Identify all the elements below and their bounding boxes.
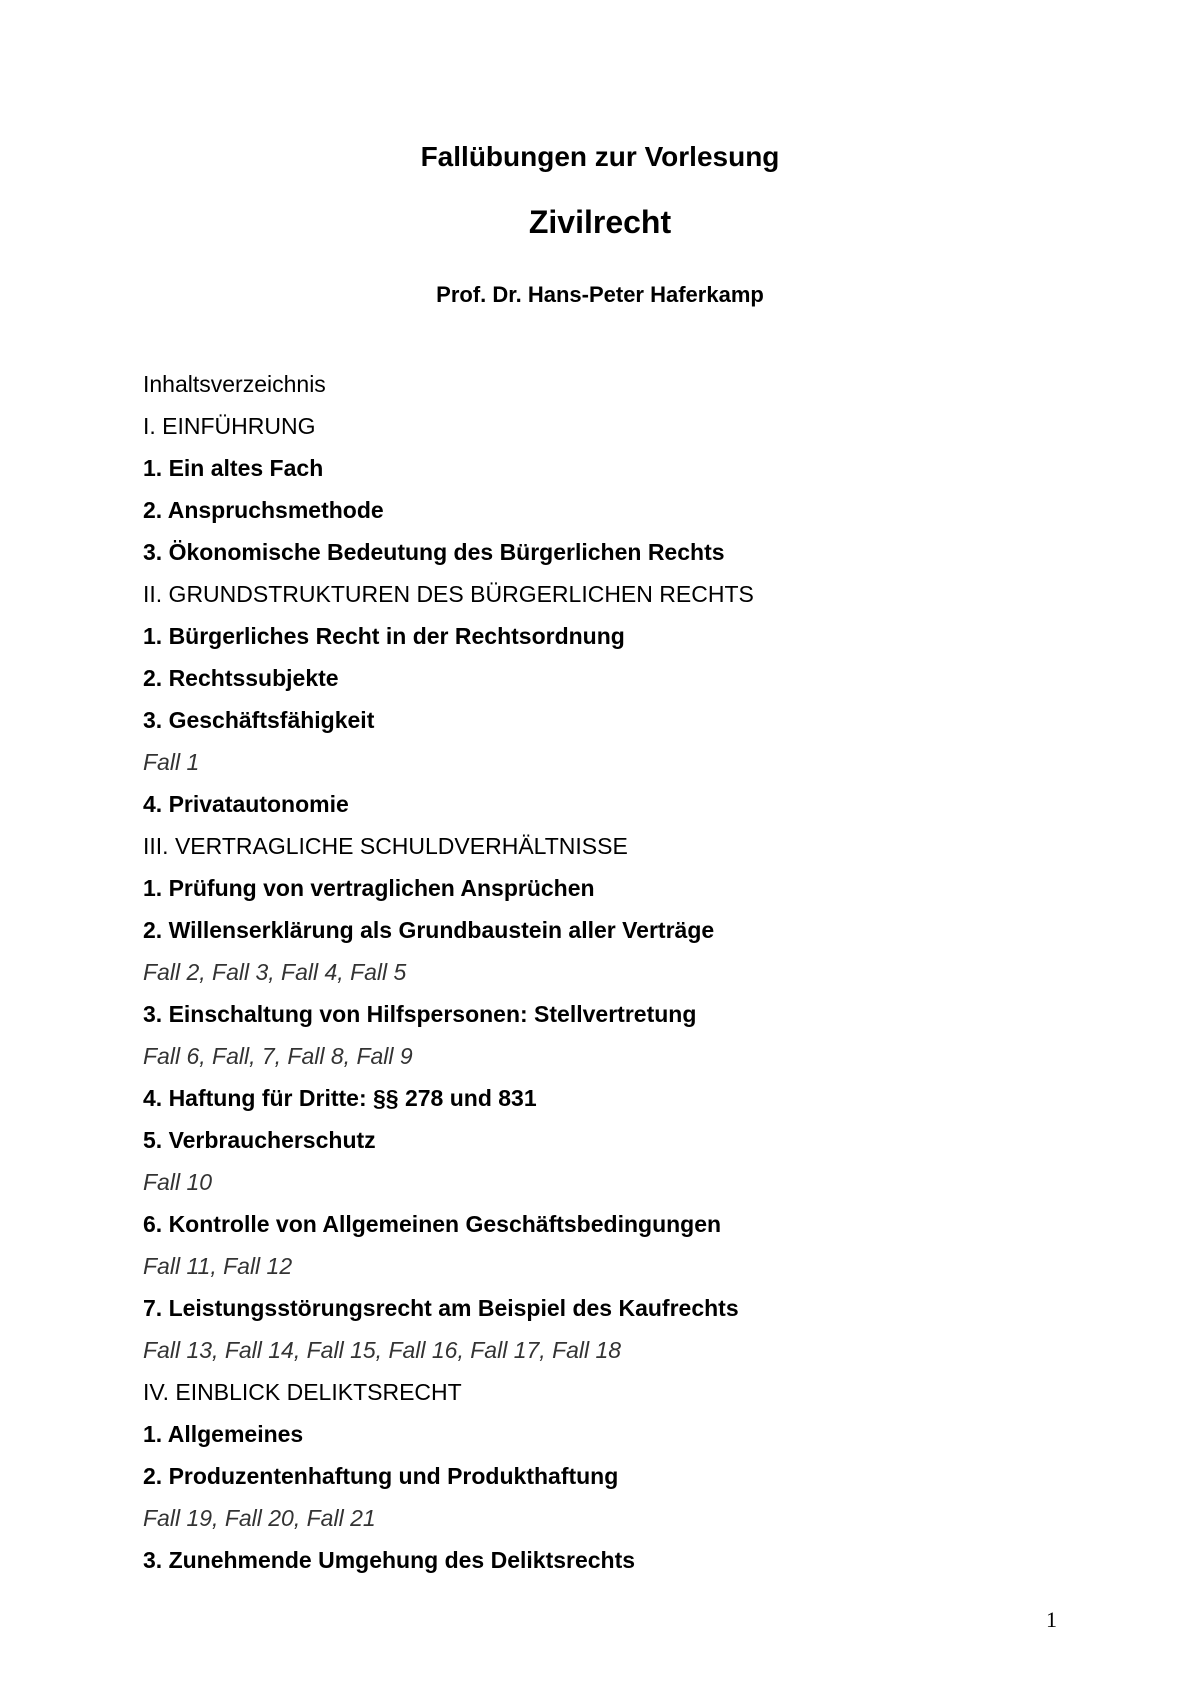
toc-heading: Inhaltsverzeichnis [143,371,326,397]
toc-item: 3. Zunehmende Umgehung des Deliktsrechts [143,1547,636,1573]
toc-item: 1. Bürgerliches Recht in der Rechtsordnung [143,623,625,649]
toc-item: 3. Einschaltung von Hilfspersonen: Stellvertretung [143,1001,697,1027]
document-title: Fallübungen zur Vorlesung [420,141,780,172]
toc-item: 2. Rechtssubjekte [143,665,339,691]
toc-item: 3. Geschäftsfähigkeit [143,707,375,733]
toc-case-reference: Fall 19, Fall 20, Fall 21 [143,1505,376,1531]
toc-item: 4. Haftung für Dritte: §§ 278 und 831 [143,1085,537,1111]
document-subject: Zivilrecht [528,204,672,240]
toc-case-reference: Fall 10 [143,1169,213,1195]
toc-item: 1. Prüfung von vertraglichen Ansprüchen [143,875,595,901]
toc-item: 1. Allgemeines [143,1421,304,1447]
toc-case-reference: Fall 1 [143,749,200,775]
toc-item: 5. Verbraucherschutz [143,1127,376,1153]
toc-item: 2. Willenserklärung als Grundbaustein aller Verträge [143,917,715,943]
document-author: Prof. Dr. Hans-Peter Haferkamp [436,282,764,307]
toc-case-reference: Fall 6, Fall, 7, Fall 8, Fall 9 [143,1043,413,1069]
page-number: 1 [1046,1607,1057,1632]
toc-item: 2. Anspruchsmethode [143,497,384,523]
table-of-contents [143,363,1103,1581]
toc-case-reference: Fall 13, Fall 14, Fall 15, Fall 16, Fall 17, Fall 18 [143,1337,622,1363]
toc-heading: II. GRUNDSTRUKTUREN DES BÜRGERLICHEN RECHTS [143,581,754,607]
toc-case-reference: Fall 11, Fall 12 [143,1253,293,1279]
toc-case-reference: Fall 2, Fall 3, Fall 4, Fall 5 [143,959,407,985]
toc-item: 4. Privatautonomie [143,791,349,817]
toc-heading: III. VERTRAGLICHE SCHULDVERHÄLTNISSE [143,833,628,859]
toc-item: 2. Produzentenhaftung und Produkthaftung [143,1463,619,1489]
toc-item: 7. Leistungsstörungsrecht am Beispiel des Kaufrechts [143,1295,739,1321]
toc-item: 3. Ökonomische Bedeutung des Bürgerlichen Rechts [143,539,725,565]
toc-item: 6. Kontrolle von Allgemeinen Geschäftsbedingungen [143,1211,722,1237]
toc-item: 1. Ein altes Fach [143,455,324,481]
toc-heading: IV. EINBLICK DELIKTSRECHT [143,1379,462,1405]
toc-heading: I. EINFÜHRUNG [143,413,316,439]
